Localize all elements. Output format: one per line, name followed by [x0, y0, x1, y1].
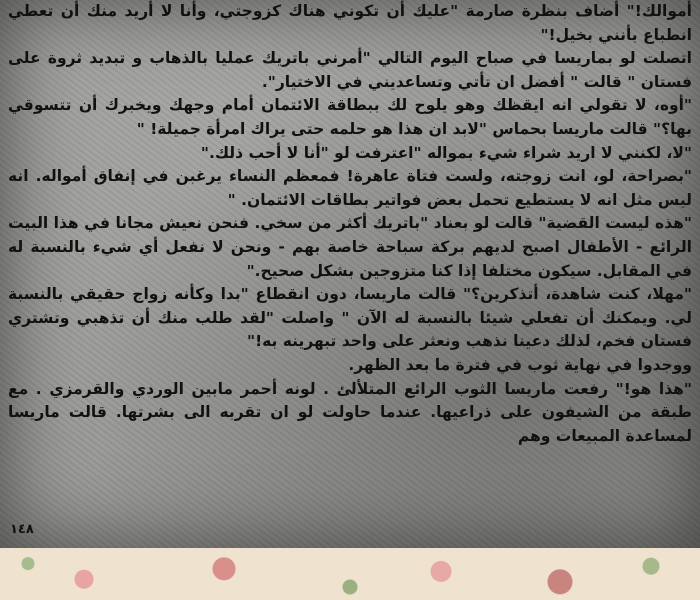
paragraph: أموالك!" أضاف بنظرة صارمة "عليك أن تكوني هناك كزوجتي، وأنا لا أريد منك أن تعطي انطباع بأنني بخيل!"	[8, 2, 692, 44]
paragraph: "أوه، لا تقولي انه ايقظك وهو يلوح لك ببطاقة الائتمان أمام وجهك ويخبرك أن تتسوقي بها؟" قالت ماريسا بحماس "لابد ان هذا هو حلمه حتى يراك امرأة جميلة! "	[8, 96, 692, 138]
paragraph: "مهلا، كنت شاهدة، أتذكرين؟" قالت ماريسا، دون انقطاع "بدا وكأنه زواج حقيقي بالنسبة لي. ويمكنك أن تفعلي شيئا بالنسبة له الآن " واصلت "لقد طلب منك أن تذهبي وتشتري فستان فخم، لذلك دعينا نذهب ونعثر على واحد تبهرينه به!"	[8, 285, 692, 351]
paragraph: "بصراحة، لو، انت زوجته، ولست فتاة عاهرة! فمعظم النساء يرغبن في إنفاق أمواله. انه ليس مثل انه لا يستطيع تحمل بعض فواتير بطاقات الائتمان. "	[8, 167, 692, 209]
floral-border	[0, 548, 700, 600]
paragraph: اتصلت لو بماريسا في صباح اليوم التالي "أمرني باتريك عمليا بالذهاب و تبديد ثروة على فستان " قالت " أفضل ان تأتي وتساعديني في الاختيار".	[8, 49, 692, 91]
paragraph: "لا، لكنني لا اريد شراء شيء بمواله "اعترفت لو "أنا لا أحب ذلك."	[200, 143, 692, 162]
paragraph: "هذه ليست القضية" قالت لو بعناد "باتريك أكثر من سخي. فنحن نعيش مجانا في هذا البيت الرائع - الأطفال اصبح لديهم بركة سباحة خاصة بهم - ونحن لا نفعل أي شيء بالنسبة له في المقابل. سيكون مختلفا إذا كنا متزوجين بشكل صحيح."	[8, 214, 692, 280]
page-number: ١٤٨	[10, 522, 34, 537]
paragraph: ووجدوا في نهاية ثوب في فترة ما بعد الظهر.	[348, 355, 692, 374]
paragraph: "هذا هو!" رفعت ماريسا الثوب الرائع المتلألئ . لونه أحمر مابين الوردي والقرمزي . مع طبقة من الشيفون على ذراعيها. عندما حاولت لو ان تقربه الى بشرتها. قالت ماريسا لمساعدة المبيعات وهم	[8, 379, 692, 445]
body-text	[8, 0, 692, 448]
